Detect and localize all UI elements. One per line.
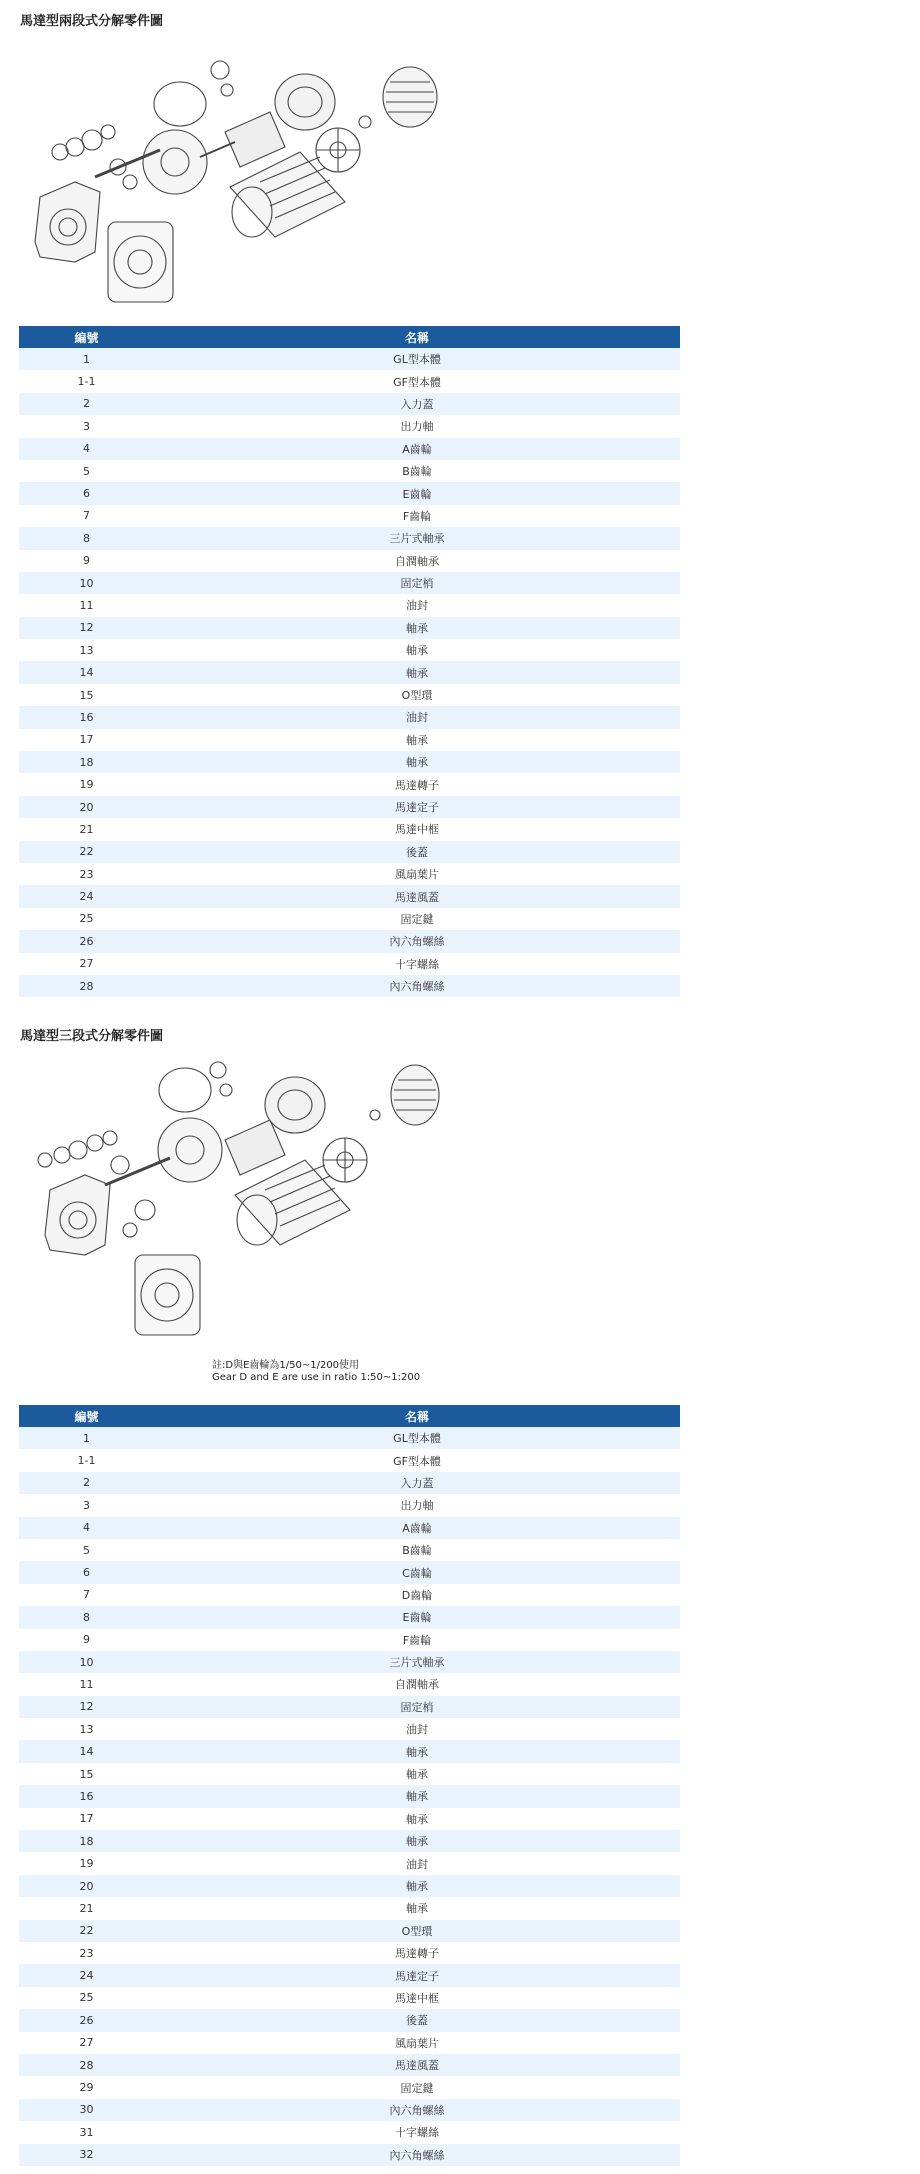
table-row [19,1718,680,1740]
exploded-gear-motor-diagram-icon [20,1050,440,1340]
table-row [19,460,680,482]
part-name: 油封 [154,706,680,728]
part-number: 17 [19,729,154,751]
part-number: 24 [19,885,154,907]
part-number: 1 [19,1427,154,1449]
table-row [19,1539,680,1561]
part-name: 內六角螺絲 [154,930,680,952]
table-row [19,2032,680,2054]
table-row [19,1696,680,1718]
table-row [19,1942,680,1964]
part-name: B齒輪 [154,460,680,482]
table-row [19,2054,680,2076]
section1-title: 馬達型兩段式分解零件圖 [20,14,164,29]
note-line-chinese: 註:D與E齒輪為1/50~1/200使用 [212,1360,360,1371]
part-name: A齒輪 [154,438,680,460]
exploded-diagram-three-stage [20,1050,440,1340]
table-row [19,370,680,392]
part-number: 23 [19,863,154,885]
part-name: 軸承 [154,617,680,639]
table-row [19,1517,680,1539]
part-number: 31 [19,2121,154,2143]
part-name: 十字螺絲 [154,2121,680,2143]
table-row [19,1673,680,1695]
part-name: 軸承 [154,1763,680,1785]
part-name: GL型本體 [154,1427,680,1449]
table-row [19,1852,680,1874]
part-name: 馬達風蓋 [154,885,680,907]
table-row [19,1494,680,1516]
part-name: 馬達定子 [154,796,680,818]
table-row [19,885,680,907]
gear-ratio-note [212,1360,420,1384]
table-row [19,505,680,527]
part-name: 軸承 [154,661,680,683]
table-row [19,1897,680,1919]
part-name: 自潤軸承 [154,1673,680,1695]
part-number: 7 [19,1584,154,1606]
part-number: 3 [19,415,154,437]
part-number: 4 [19,438,154,460]
part-name: 軸承 [154,1740,680,1762]
table-row [19,1875,680,1897]
table-row [19,2121,680,2143]
part-number: 2 [19,393,154,415]
table-row [19,2009,680,2031]
part-number: 16 [19,1785,154,1807]
table-row [19,1785,680,1807]
part-number: 16 [19,706,154,728]
table-row [19,729,680,751]
part-name: O型環 [154,684,680,706]
part-number: 13 [19,639,154,661]
part-name: 內六角螺絲 [154,2099,680,2121]
exploded-gear-motor-diagram-icon [20,32,440,312]
part-name: D齒輪 [154,1584,680,1606]
header-number: 編號 [19,326,154,348]
part-name: F齒輪 [154,1629,680,1651]
table-row [19,348,680,370]
part-name: 三片式軸承 [154,1651,680,1673]
part-number: 28 [19,975,154,997]
part-name: 軸承 [154,729,680,751]
header-name: 名稱 [154,326,680,348]
part-number: 26 [19,2009,154,2031]
part-number: 21 [19,1897,154,1919]
table-row [19,975,680,997]
part-number: 18 [19,1830,154,1852]
part-name: 三片式軸承 [154,527,680,549]
part-number: 5 [19,460,154,482]
part-name: 固定鍵 [154,908,680,930]
part-name: GL型本體 [154,348,680,370]
part-number: 23 [19,1942,154,1964]
parts-table-three-stage [19,1405,680,2166]
table-row [19,482,680,504]
table-row [19,1987,680,2009]
part-name: 入力蓋 [154,1472,680,1494]
part-name: 內六角螺絲 [154,2144,680,2166]
part-number: 13 [19,1718,154,1740]
table-row [19,1964,680,1986]
part-name: E齒輪 [154,1606,680,1628]
table-row [19,1629,680,1651]
table-row [19,617,680,639]
part-name: 軸承 [154,639,680,661]
part-number: 22 [19,1920,154,1942]
table-row [19,1606,680,1628]
part-name: 內六角螺絲 [154,975,680,997]
part-name: O型環 [154,1920,680,1942]
table-row [19,1830,680,1852]
parts-table-two-stage [19,326,680,997]
table-row [19,930,680,952]
table-row [19,639,680,661]
part-number: 30 [19,2099,154,2121]
part-number: 25 [19,1987,154,2009]
part-number: 3 [19,1494,154,1516]
table-row [19,751,680,773]
part-name: 軸承 [154,1808,680,1830]
part-number: 27 [19,953,154,975]
table-row [19,706,680,728]
part-number: 2 [19,1472,154,1494]
part-number: 14 [19,661,154,683]
part-number: 18 [19,751,154,773]
part-name: 出力軸 [154,415,680,437]
part-name: 軸承 [154,1875,680,1897]
part-number: 5 [19,1539,154,1561]
table-row [19,661,680,683]
part-name: 後蓋 [154,2009,680,2031]
part-number: 10 [19,1651,154,1673]
part-name: 馬達風蓋 [154,2054,680,2076]
part-number: 7 [19,505,154,527]
part-number: 11 [19,1673,154,1695]
table-row [19,1763,680,1785]
table-row [19,1427,680,1449]
table-row [19,2099,680,2121]
part-name: 入力蓋 [154,393,680,415]
part-name: 十字螺絲 [154,953,680,975]
table-row [19,1651,680,1673]
part-number: 20 [19,796,154,818]
part-number: 12 [19,617,154,639]
part-number: 15 [19,684,154,706]
part-number: 6 [19,482,154,504]
part-number: 22 [19,841,154,863]
part-name: 自潤軸承 [154,550,680,572]
part-number: 8 [19,1606,154,1628]
part-number: 19 [19,773,154,795]
part-number: 26 [19,930,154,952]
table-row [19,1584,680,1606]
table-row [19,594,680,616]
table-row [19,863,680,885]
part-name: 軸承 [154,1897,680,1919]
section2-title: 馬達型三段式分解零件圖 [20,1029,164,1044]
table-row [19,415,680,437]
part-number: 24 [19,1964,154,1986]
header-number: 編號 [19,1405,154,1427]
table-header-row [19,1405,680,1427]
table-row [19,1449,680,1471]
part-number: 1-1 [19,370,154,392]
exploded-diagram-two-stage [20,32,440,312]
part-name: 馬達中框 [154,818,680,840]
table-row [19,550,680,572]
part-name: A齒輪 [154,1517,680,1539]
part-number: 21 [19,818,154,840]
part-name: B齒輪 [154,1539,680,1561]
part-name: GF型本體 [154,370,680,392]
part-name: 後蓋 [154,841,680,863]
part-name: 軸承 [154,1785,680,1807]
part-number: 32 [19,2144,154,2166]
part-name: 固定鍵 [154,2076,680,2098]
part-number: 27 [19,2032,154,2054]
part-name: 固定梢 [154,572,680,594]
part-name: C齒輪 [154,1561,680,1583]
part-number: 9 [19,550,154,572]
part-number: 1 [19,348,154,370]
part-number: 8 [19,527,154,549]
part-number: 1-1 [19,1449,154,1471]
part-number: 4 [19,1517,154,1539]
part-number: 15 [19,1763,154,1785]
part-number: 6 [19,1561,154,1583]
part-number: 25 [19,908,154,930]
part-name: 風扇葉片 [154,863,680,885]
table-row [19,908,680,930]
table-row [19,773,680,795]
table-row [19,2144,680,2166]
note-line-english: Gear D and E are use in ratio 1:50~1:200 [212,1372,421,1383]
part-name: E齒輪 [154,482,680,504]
part-number: 10 [19,572,154,594]
part-number: 17 [19,1808,154,1830]
part-name: 油封 [154,594,680,616]
part-number: 9 [19,1629,154,1651]
part-number: 12 [19,1696,154,1718]
table-row [19,1472,680,1494]
table-row [19,1740,680,1762]
table-row [19,1808,680,1830]
part-name: 馬達中框 [154,1987,680,2009]
table-row [19,527,680,549]
part-name: 馬達轉子 [154,1942,680,1964]
part-number: 28 [19,2054,154,2076]
part-number: 20 [19,1875,154,1897]
part-number: 19 [19,1852,154,1874]
table-header-row [19,326,680,348]
table-row [19,684,680,706]
part-name: GF型本體 [154,1449,680,1471]
table-row [19,818,680,840]
table-row [19,796,680,818]
part-name: 油封 [154,1718,680,1740]
part-name: 馬達定子 [154,1964,680,1986]
part-name: 出力軸 [154,1494,680,1516]
part-number: 29 [19,2076,154,2098]
table-row [19,1561,680,1583]
part-number: 14 [19,1740,154,1762]
part-name: 固定梢 [154,1696,680,1718]
part-number: 11 [19,594,154,616]
table-row [19,2076,680,2098]
part-name: 馬達轉子 [154,773,680,795]
part-name: 軸承 [154,1830,680,1852]
part-name: 風扇葉片 [154,2032,680,2054]
header-name: 名稱 [154,1405,680,1427]
part-name: F齒輪 [154,505,680,527]
table-row [19,953,680,975]
table-row [19,438,680,460]
part-name: 油封 [154,1852,680,1874]
table-row [19,572,680,594]
table-row [19,1920,680,1942]
part-name: 軸承 [154,751,680,773]
table-row [19,841,680,863]
table-row [19,393,680,415]
